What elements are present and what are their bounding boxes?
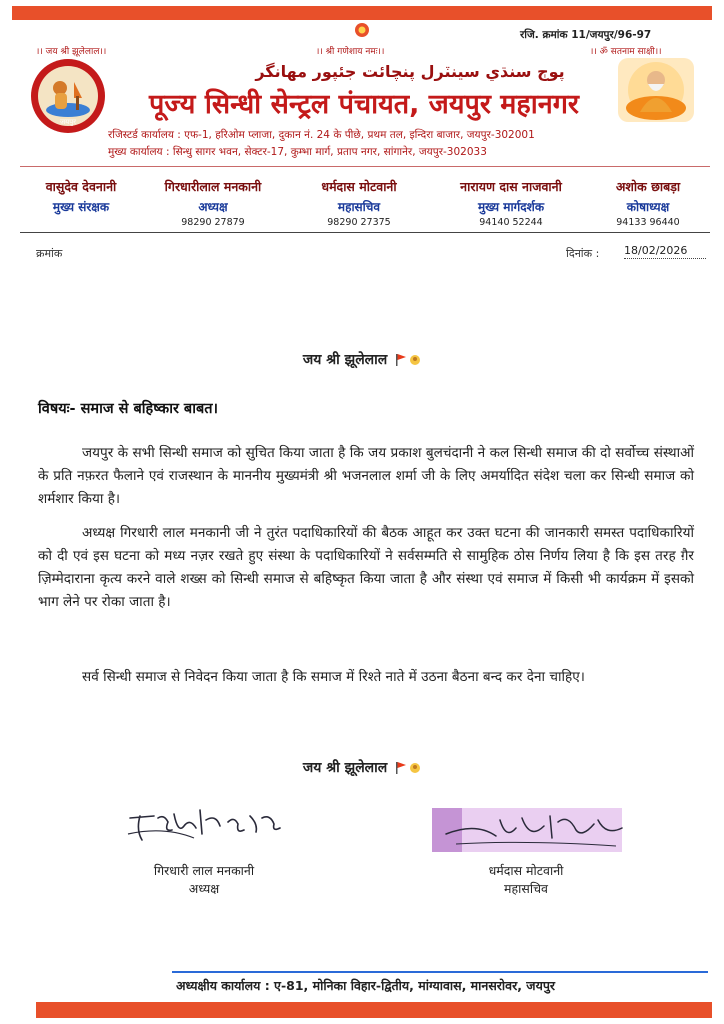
- greeting-text: जय श्री झूलेलाल: [302, 352, 388, 368]
- official-name: धर्मदास मोटवानी: [321, 179, 397, 194]
- closing-text: जय श्री झूलेलाल: [302, 760, 388, 776]
- official-phone: 94133 96440: [616, 217, 680, 228]
- invocation-center: ।। श्री गणेशाय नमः।।: [316, 47, 385, 57]
- official-name: गिरधारीलाल मनकानी: [164, 179, 262, 194]
- president-signature: [124, 804, 284, 846]
- date-value: 18/02/2026: [624, 244, 706, 259]
- official-post: मुख्य मार्गदर्शक: [477, 200, 545, 214]
- official-phone: 94140 52244: [479, 217, 543, 228]
- president-post: अध्यक्ष: [188, 881, 220, 896]
- official-chief-guide: [436, 178, 586, 228]
- official-general-secretary: [298, 178, 420, 228]
- invocation-left: ।। जय श्री झूलेलाल।।: [36, 47, 107, 57]
- official-post: मुख्य संरक्षक: [52, 200, 110, 214]
- official-post: महासचिव: [337, 200, 381, 214]
- official-patron: [22, 178, 140, 215]
- footer-divider: [172, 971, 708, 973]
- body-paragraph-2: अध्यक्ष गिरधारी लाल मनकानी जी ने तुरंत पदाधिकारियों की बैठक आहूत कर उक्त घटना की जानकारी समस्त पदाधिकारियों को दी एवं इस घटना को मध्य नज़र रखते हुए संस्था के पदाधिकारियों ने सर्वसम्मति से सामुहिक ठोस निर्णय लिया है कि इस तरह ग़ैर ज़िम्मेदाराना कृत्य करने वाले शख्स को सिन्धी समाज से बहिष्कृत किया जाता है और संस्था एवं समाज में किसी भी कार्यक्रम में इसको भाग लेने पर रोका जाता है।: [38, 525, 694, 610]
- body-paragraph-1: जयपुर के सभी सिन्धी समाज को सुचित किया जाता है कि जय प्रकाश बुलचंदानी ने कल सिन्धी समाज की दो सर्वोच्च संस्थाओं के प्रति नफ़रत फैलाने एवं राजस्थान के माननीय मुख्यमंत्री श्री भजनलाल शर्मा जी के लिए अमर्यादित संदेश चला कर सिन्धी समाज को शर्मशार किया है।: [38, 445, 694, 507]
- president-name: गिरधारी लाल मनकानी: [153, 863, 255, 878]
- registration-number: रजि. क्रमांक 11/जयपुर/96-97: [520, 29, 652, 41]
- saint-portrait: [618, 58, 694, 122]
- reference-label: क्रमांक: [36, 247, 63, 260]
- official-post: अध्यक्ष: [198, 200, 228, 214]
- official-phone: 98290 27375: [327, 217, 391, 228]
- official-name: अशोक छाबड़ा: [615, 179, 681, 194]
- logo-caption: जयपुर: [59, 118, 77, 126]
- body-paragraph-3: सर्व सिन्धी समाज से निवेदन किया जाता है कि समाज में रिश्ते नाते में उठना बैठना बन्द कर देना चाहिए।: [82, 669, 585, 685]
- official-treasurer: [594, 178, 702, 228]
- bottom-color-bar: [36, 1002, 712, 1018]
- official-president: [144, 178, 282, 228]
- official-name: वासुदेव देवनानी: [45, 179, 117, 194]
- footer-address: अध्यक्षीय कार्यालय : ए-81, मोनिका विहार-द्वितीय, मांग्यावास, मानसरोवर, जयपुर: [176, 978, 556, 993]
- secretary-name: धर्मदास मोटवानी: [488, 863, 564, 878]
- closing-heading: [262, 758, 462, 777]
- greeting-heading: [262, 350, 462, 369]
- official-phone: 98290 27879: [181, 217, 245, 228]
- date-label: दिनांक :: [566, 247, 600, 260]
- official-post: कोषाध्यक्ष: [626, 200, 670, 214]
- head-office-address: मुख्य कार्यालय : सिन्धु सागर भवन, सेक्टर-17, कुम्भा मार्ग, प्रताप नगर, सांगानेर, जयपुर-302033: [108, 146, 487, 158]
- flag-icon: [395, 353, 421, 367]
- secretary-signature-stamp: [426, 800, 628, 864]
- flag-icon: [395, 761, 421, 775]
- invocation-right: ।। ॐ सतनाम साक्षी।।: [590, 47, 662, 57]
- org-name-sindhi: پوڄ سنڌي سينٽرل پنچائت جئپور مهانگر: [255, 62, 565, 81]
- organization-logo: [30, 58, 106, 134]
- header-divider: [20, 166, 710, 167]
- org-name: पूज्य सिन्धी सेन्ट्रल पंचायत, जयपुर महानगर: [149, 89, 579, 120]
- secretary-post: महासचिव: [504, 881, 548, 896]
- official-name: नारायण दास नाजवानी: [460, 179, 562, 194]
- subject-line: विषयः- समाज से बहिष्कार बाबत।: [38, 401, 218, 417]
- top-color-bar: [12, 6, 712, 20]
- officials-divider: [20, 232, 710, 233]
- registered-office-address: रजिस्टर्ड कार्यालय : एफ-1, हरिओम प्लाजा, दुकान नं. 24 के पीछे, प्रथम तल, इन्दिरा बाजार, जयपुर-302001: [108, 129, 535, 141]
- om-symbol-icon: [354, 22, 370, 38]
